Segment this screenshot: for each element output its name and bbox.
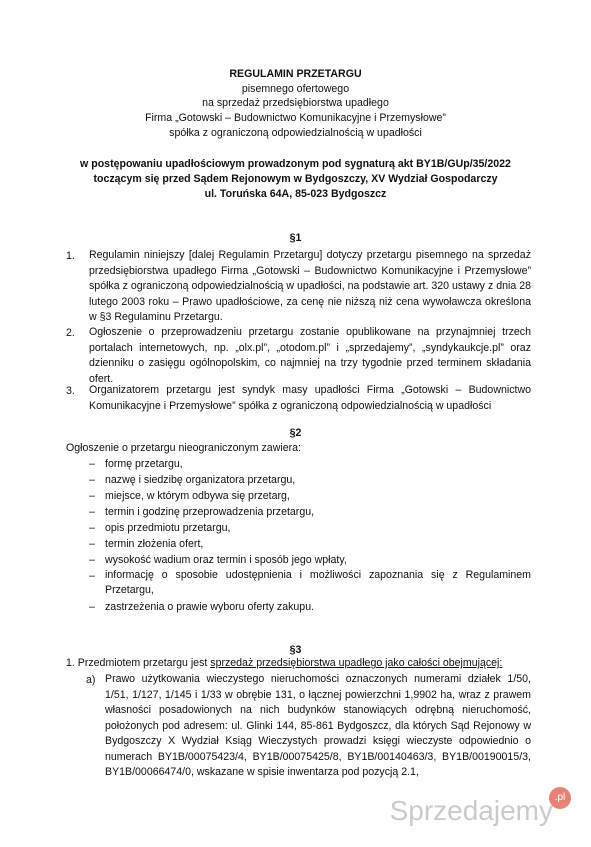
dash-bullet: – (89, 570, 95, 582)
list-item: nazwę i siedzibę organizatora przetargu, (105, 474, 296, 486)
dash-bullet: – (89, 601, 95, 613)
dash-bullet: – (89, 474, 95, 486)
subtitle-line: spółka z ograniczoną odpowiedzialnością w upadłości (169, 127, 422, 139)
list-item: informację o sposobie udostępnienia i możliwości zapoznania się z Regulaminem Przetargu, (105, 569, 531, 596)
doc-title: REGULAMIN PRZETARGU (229, 68, 362, 80)
section-heading: §3 (289, 644, 302, 656)
paragraph (66, 656, 502, 670)
brand-logo-dot: .pl (549, 787, 571, 809)
paragraph: Organizatorem przetargu jest syndyk masy upadłości Firma „Gotowski – Budownictwo Komunikacyjne i Przemysłowe” spółka z ograniczoną odpowiedzialnością w upadłości (89, 384, 531, 412)
list-item: miejsce, w którym odbywa się przetarg, (105, 490, 290, 502)
proceeding-line: toczącym się przed Sądem Rejonowym w Bydgoszczy, XV Wydział Gospodarczy (93, 173, 498, 185)
item-number: 3. (66, 385, 75, 397)
subtitle-line: pisemnego ofertowego (241, 83, 350, 95)
dash-bullet: – (89, 506, 95, 518)
paragraph: Prawo użytkowania wieczystego nieruchomości oznaczonych numerami działek 1/50, 1/51, 1/127, 1/145 i 1/33 w obrębie 131, o łącznej powierzchni 1,9902 ha, wraz z prawem własności posadowionych na nich budynków stanowiących odrębną nieruchomość, położonych pod adresem: ul. Glinki 144, 85-861 Bydgoszcz, dla których Sąd Rejonowy w Bydgoszczy X Wydział Ksiąg Wieczystych prowadzi księgi wieczyste odpowiednio o numerach BY1B/00075423/4, BY1B/00075425/8, BY1B/00140463/3, BY1B/00190015/3, BY1B/00066474/0, wskazane w spisie inwentarza pod pozycją 2.1, (105, 673, 531, 778)
item-number: 2. (66, 327, 75, 339)
section-heading: §2 (289, 427, 302, 439)
proceeding-line: ul. Toruńska 64A, 85-023 Bydgoszcz (204, 188, 387, 200)
watermark-logo: Sprzedajemy (389, 795, 553, 826)
dash-bullet: – (89, 458, 95, 470)
item-number: 1. (66, 250, 75, 262)
proceeding-line: w postępowaniu upadłościowym prowadzonym pod sygnaturą akt BY1B/GUp/35/2022 (80, 158, 511, 170)
list-item: termin i godzinę przeprowadzenia przetargu, (105, 506, 315, 518)
dash-bullet: – (89, 554, 95, 566)
section-heading: §1 (289, 232, 302, 244)
paragraph: Regulamin niniejszy [dalej Regulamin Przetargu] dotyczy przetargu pisemnego na sprzedaż przedsiębiorstwa upadłego Firma „Gotowski – Budownictwo Komunikacyjne i Przemysłowe” spółka z ograniczoną odpowiedzialnością w upadłości, na podstawie art. 320 ustawy z dnia 28 lutego 2003 roku – Prawo upadłościowe, za cenę nie niższą niż cena wywoławcza określona w §3 Regulaminu Przetargu. (89, 249, 531, 323)
list-item: formę przetargu, (105, 458, 183, 470)
item-letter: a) (86, 674, 96, 686)
item-intro: 1. Przedmiotem przetargu jest (66, 657, 211, 669)
underlined-text: sprzedaż przedsiębiorstwa upadłego jako całości obejmującej: (210, 657, 503, 669)
list-item: opis przedmiotu przetargu, (105, 522, 231, 534)
dash-bullet: – (89, 538, 95, 550)
subtitle-line: Firma „Gotowski – Budownictwo Komunikacyjne i Przemysłowe” (145, 112, 446, 124)
subtitle-line: na sprzedaż przedsiębiorstwa upadłego (202, 97, 389, 109)
list-item: termin złożenia ofert, (105, 538, 204, 550)
paragraph: Ogłoszenie o przeprowadzeniu przetargu zostanie opublikowane na przynajmniej trzech portalach internetowych, np. „olx.pl”, „otodom.pl” i „sprzedajemy”, „syndykaukcje.pl” oraz dzienniku o zasięgu ogólnopolskim, co najmniej na trzy tygodnie przed terminem składania ofert. (89, 326, 531, 385)
paragraph: Ogłoszenie o przetargu nieograniczonym zawiera: (66, 442, 301, 454)
dash-bullet: – (89, 490, 95, 502)
list-item: zastrzeżenia o prawie wyboru oferty zakupu. (105, 601, 315, 613)
list-item: wysokość wadium oraz termin i sposób jego wpłaty, (105, 554, 347, 566)
dash-bullet: – (89, 522, 95, 534)
